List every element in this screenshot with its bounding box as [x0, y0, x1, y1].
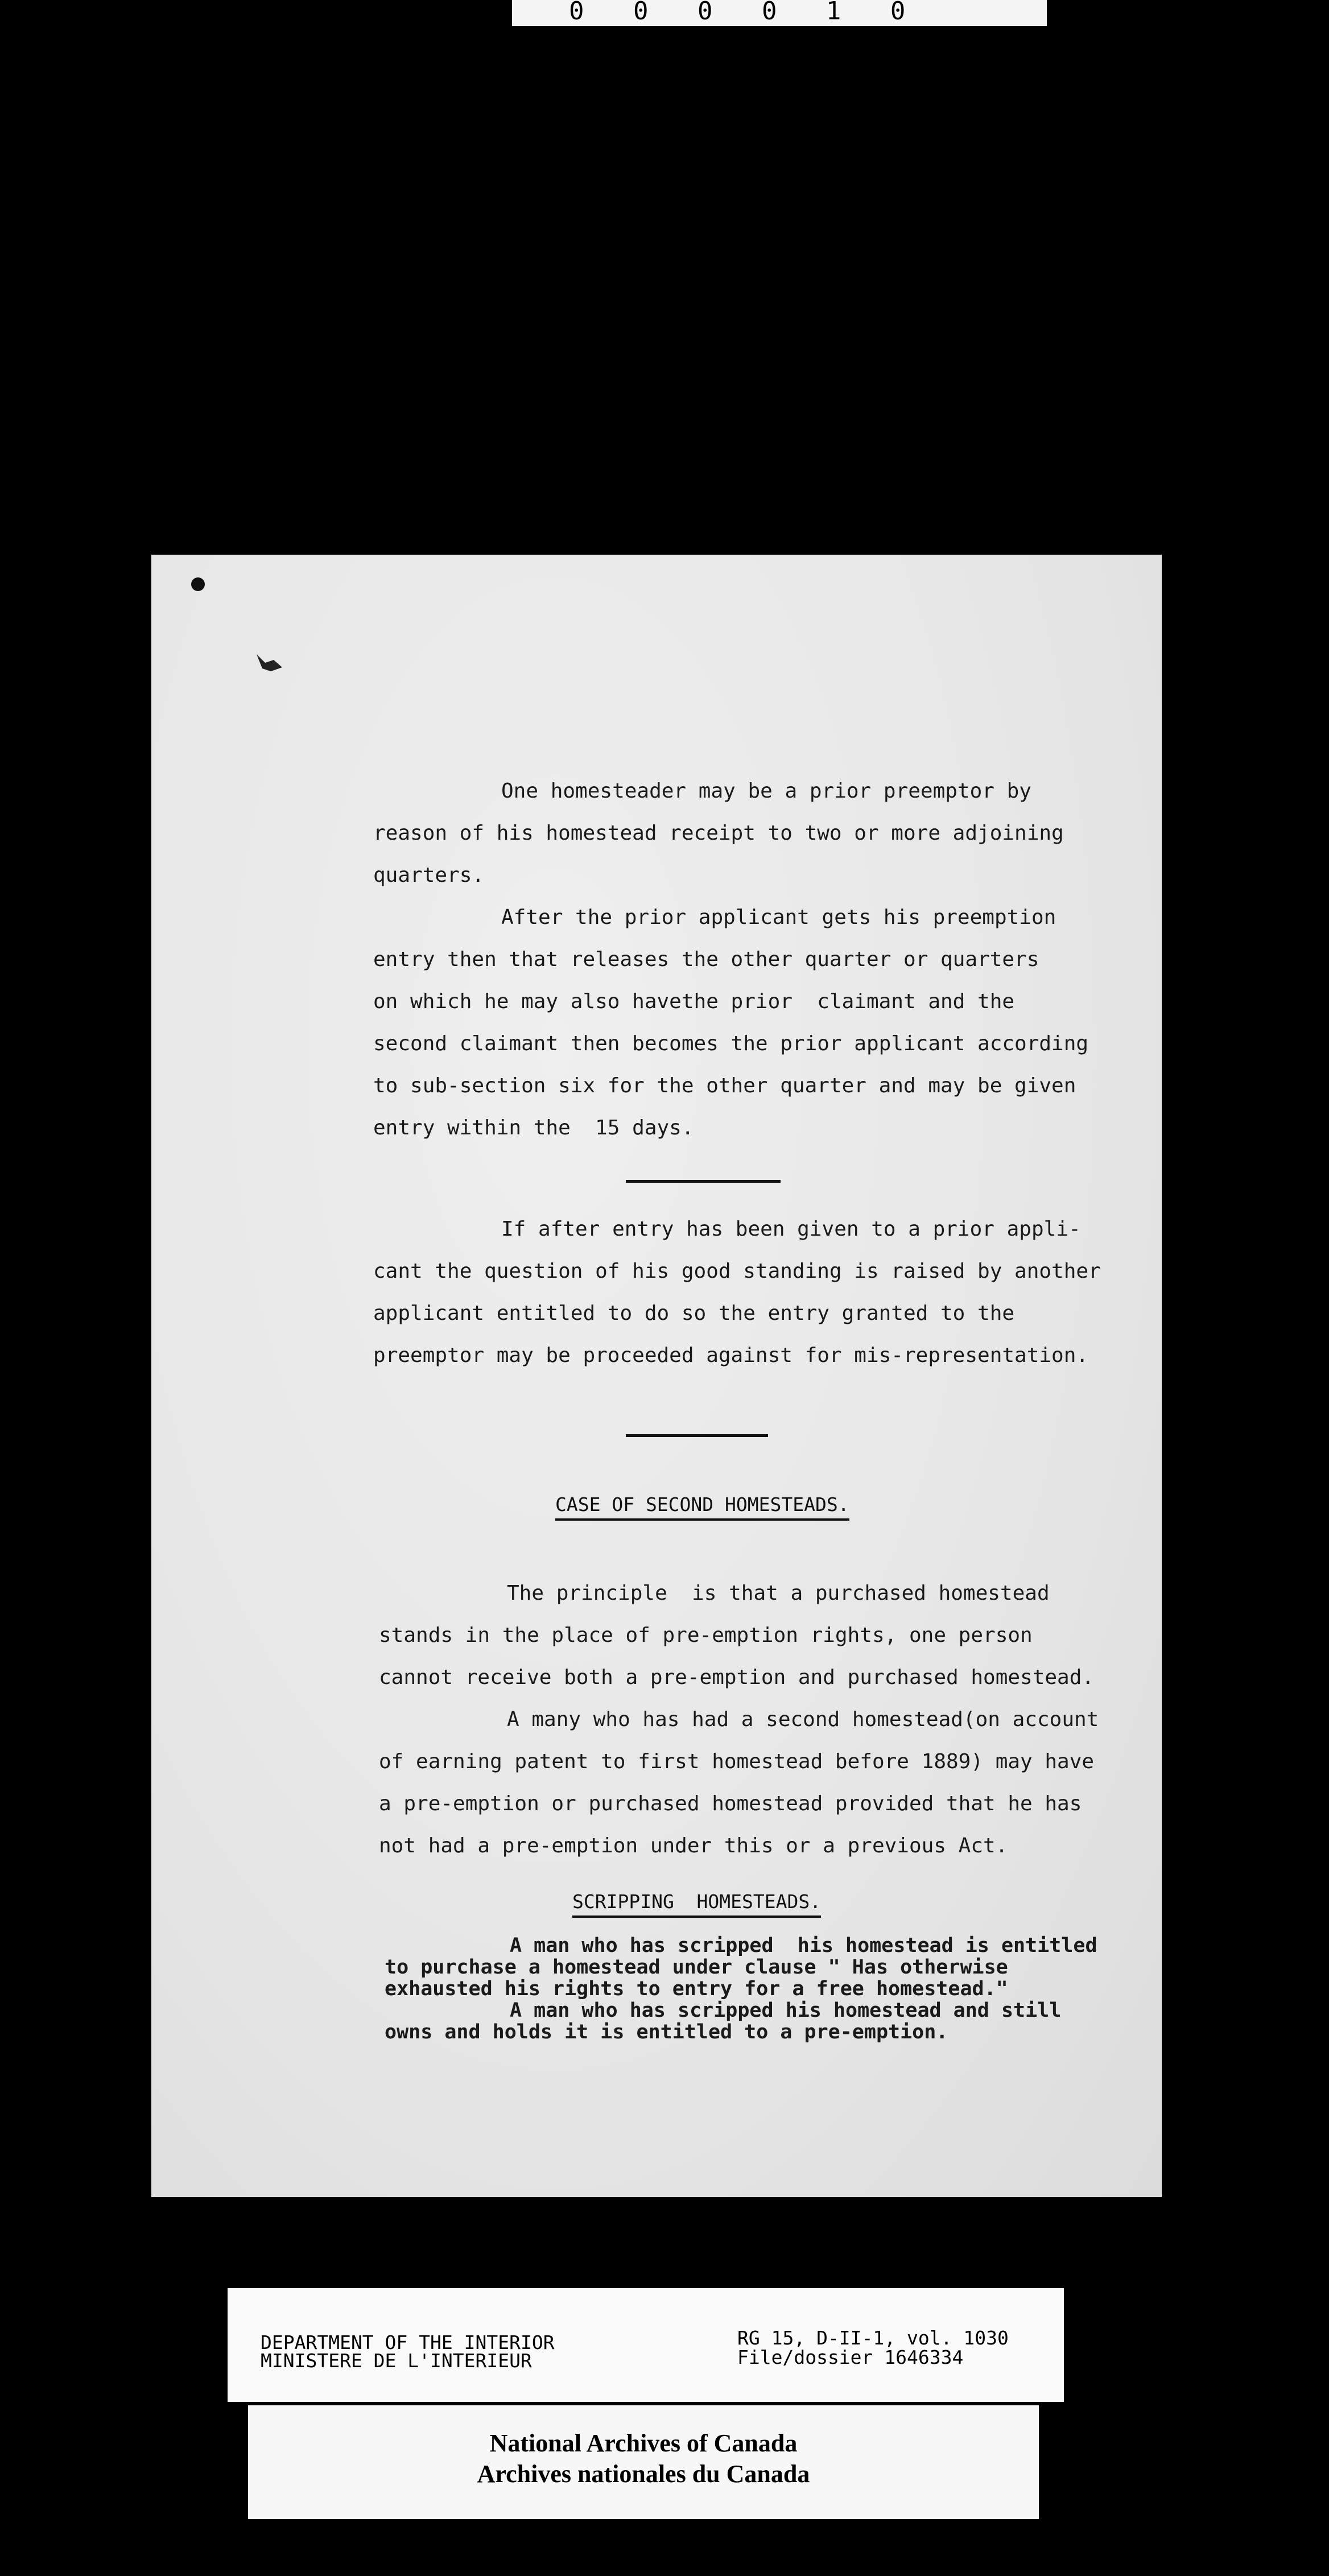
archive-name-en: National Archives of Canada	[489, 2429, 798, 2457]
doc-line: quarters.	[373, 864, 485, 887]
doc-line: a pre-emption or purchased homestead provided that he has	[379, 1792, 1082, 1815]
section-divider	[626, 1434, 768, 1437]
doc-line: A man who has scripped his homestead and still	[510, 1999, 1062, 2022]
heading-second-homesteads: CASE OF SECOND HOMESTEADS.	[555, 1493, 849, 1521]
file-number: File/dossier 1646334	[737, 2346, 964, 2368]
doc-line: entry then that releases the other quarter or quarters	[373, 948, 1039, 971]
doc-line: entry within the 15 days.	[373, 1116, 694, 1140]
doc-line: preemptor may be proceeded against for mis-representation.	[373, 1344, 1089, 1367]
archive-reference-label	[228, 2288, 1064, 2402]
document-page	[151, 555, 1162, 2197]
doc-line: second claimant then becomes the prior applicant according	[373, 1032, 1089, 1055]
doc-line: to sub-section six for the other quarter and may be given	[373, 1074, 1076, 1097]
doc-line: exhausted his rights to entry for a free homestead."	[385, 1978, 1008, 2000]
doc-line: applicant entitled to do so the entry granted to the	[373, 1302, 1015, 1325]
doc-line: owns and holds it is entitled to a pre-emption.	[385, 2021, 948, 2044]
doc-line: One homesteader may be a prior preemptor by	[501, 779, 1031, 803]
doc-line: cant the question of his good standing is raised by another	[373, 1260, 1101, 1283]
doc-line: cannot receive both a pre-emption and purchased homestead.	[379, 1666, 1095, 1689]
archive-name-fr: Archives nationales du Canada	[477, 2460, 810, 2488]
doc-line: A many who has had a second homestead(on account	[507, 1708, 1099, 1731]
doc-line: to purchase a homestead under clause " Has otherwise	[385, 1956, 1008, 1979]
section-divider	[626, 1180, 781, 1183]
ink-blot	[254, 651, 288, 674]
doc-line: reason of his homestead receipt to two or more adjoining	[373, 821, 1064, 845]
archive-banner	[248, 2405, 1039, 2519]
doc-line: on which he may also havethe prior claimant and the	[373, 990, 1015, 1013]
department-fr: MINISTERE DE L'INTERIEUR	[261, 2350, 532, 2372]
doc-line: stands in the place of pre-emption rights, one person	[379, 1624, 1033, 1647]
doc-line: A man who has scripped his homestead is entitled	[510, 1934, 1097, 1957]
doc-line: of earning patent to first homestead before 1889) may have	[379, 1750, 1095, 1773]
heading-scripping: SCRIPPING HOMESTEADS.	[572, 1890, 821, 1918]
punch-hole	[191, 577, 205, 591]
archive-reference: RG 15, D-II-1, vol. 1030	[737, 2327, 1009, 2349]
doc-line: If after entry has been given to a prior appli-	[501, 1217, 1081, 1241]
doc-line: After the prior applicant gets his preemption	[501, 906, 1056, 929]
doc-line: The principle is that a purchased homestead	[507, 1582, 1050, 1605]
top-frame-strip	[512, 0, 1047, 26]
doc-line: not had a pre-emption under this or a previous Act.	[379, 1834, 1008, 1857]
frame-number-marks: 0 0 0 0 1 0	[569, 0, 923, 26]
department-en: DEPARTMENT OF THE INTERIOR	[261, 2331, 555, 2354]
